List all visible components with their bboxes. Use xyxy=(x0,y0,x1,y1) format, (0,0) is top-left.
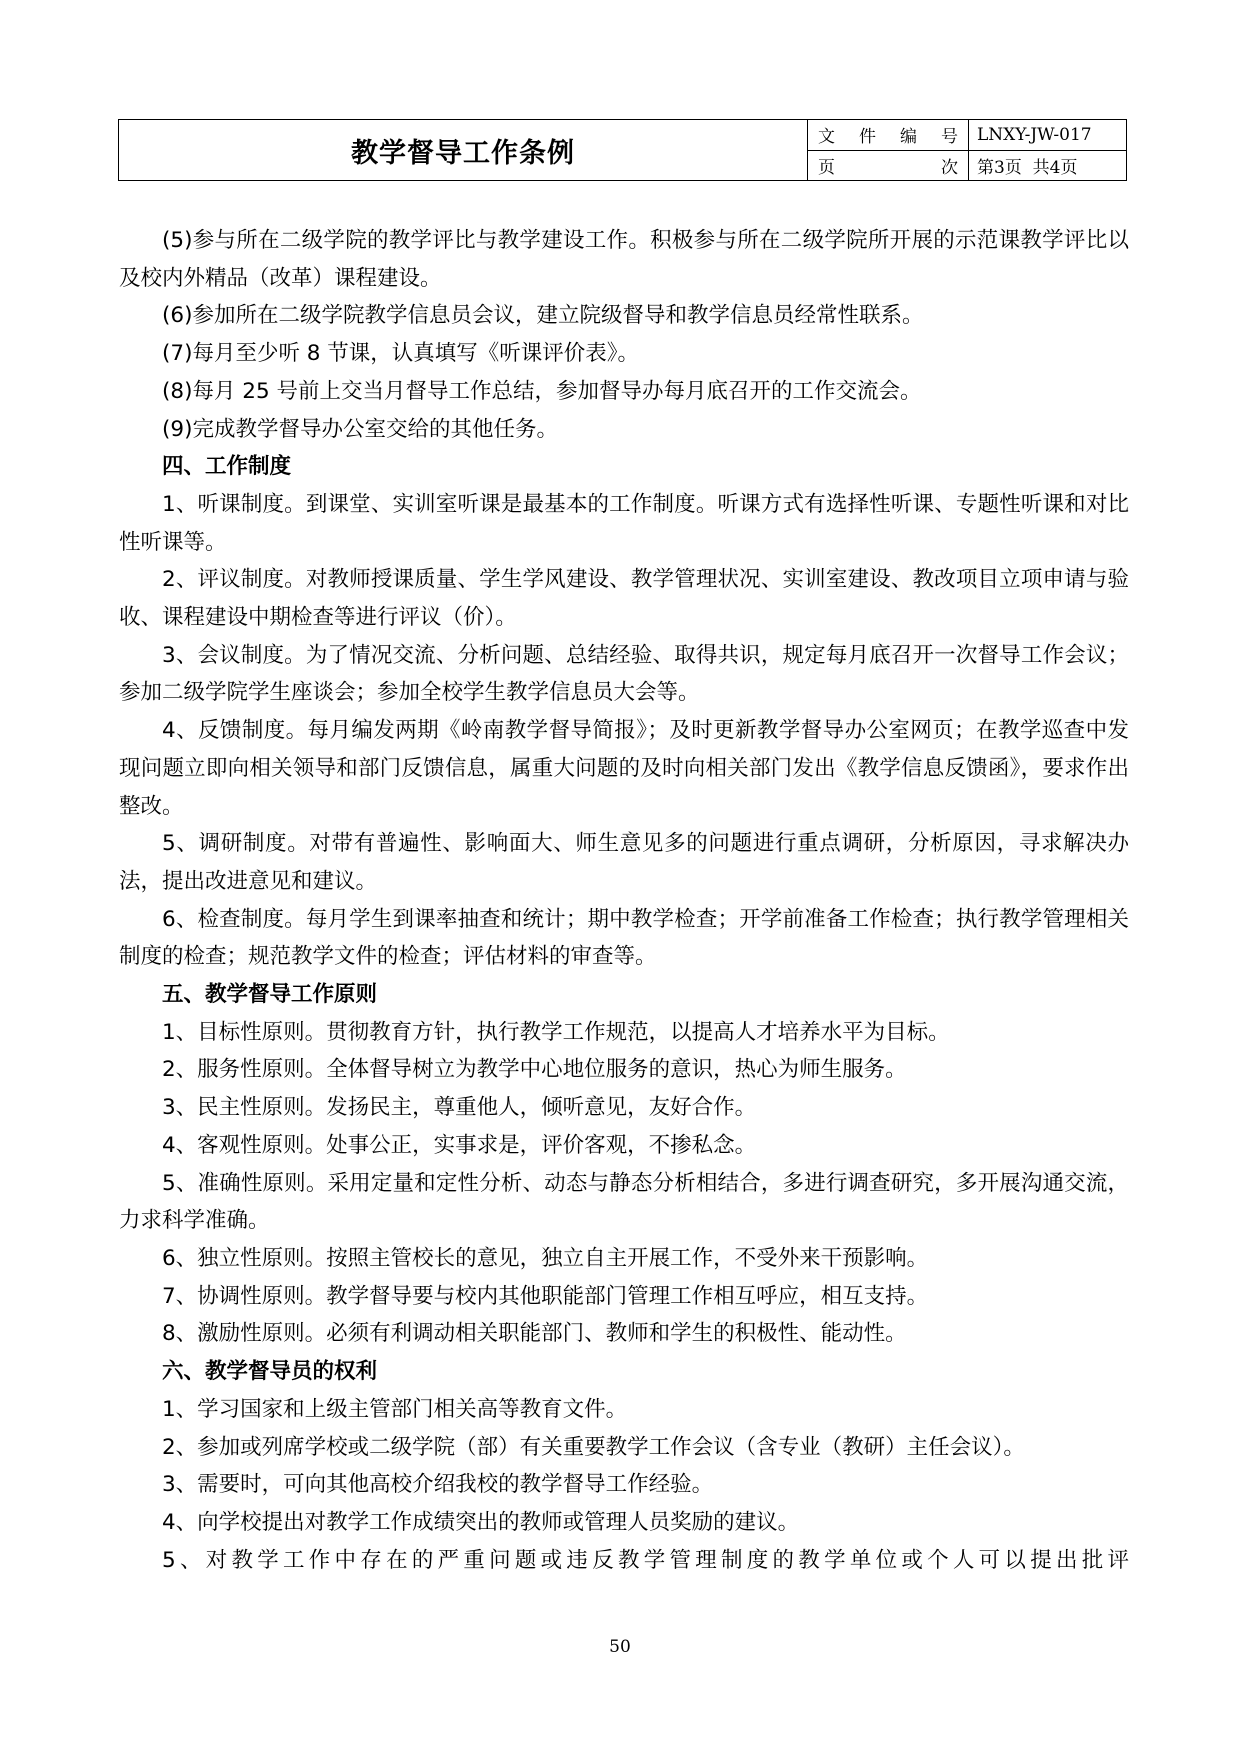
document-header xyxy=(118,119,1127,181)
paragraph: 5、对教学工作中存在的严重问题或违反教学管理制度的教学单位或个人可以提出批评 xyxy=(162,1547,1129,1573)
paragraph: 5、准确性原则。采用定量和定性分析、动态与静态分析相结合，多进行调查研究，多开展沟通交流，力求科学准确。 xyxy=(119,1170,1129,1234)
paragraph: 1、听课制度。到课堂、实训室听课是最基本的工作制度。听课方式有选择性听课、专题性听课和对比性听课等。 xyxy=(119,491,1129,555)
page-info-value: 第3页 共4页 xyxy=(969,150,1127,181)
paragraph: 3、会议制度。为了情况交流、分析问题、总结经验、取得共识，规定每月底召开一次督导工作会议；参加二级学院学生座谈会；参加全校学生教学信息员大会等。 xyxy=(119,642,1129,706)
paragraph: 8、激励性原则。必须有利调动相关职能部门、教师和学生的积极性、能动性。 xyxy=(162,1321,907,1347)
paragraph: 1、目标性原则。贯彻教育方针，执行教学工作规范，以提高人才培养水平为目标。 xyxy=(162,1019,950,1045)
section-heading: 五、教学督导工作原则 xyxy=(162,982,378,1008)
paragraph: 2、评议制度。对教师授课质量、学生学风建设、教学管理状况、实训室建设、教改项目立项申请与验收、课程建设中期检查等进行评议（价）。 xyxy=(119,567,1129,631)
paragraph: 6、独立性原则。按照主管校长的意见，独立自主开展工作，不受外来干预影响。 xyxy=(162,1245,929,1271)
paragraph: 3、民主性原则。发扬民主，尊重他人，倾听意见，友好合作。 xyxy=(162,1095,757,1121)
paragraph: 7、协调性原则。教学督导要与校内其他职能部门管理工作相互呼应，相互支持。 xyxy=(162,1283,929,1309)
paragraph: 2、参加或列席学校或二级学院（部）有关重要教学工作会议（含专业（教研）主任会议）。 xyxy=(162,1434,1025,1460)
paragraph: 6、检查制度。每月学生到课率抽查和统计；期中教学检查；开学前准备工作检查；执行教学管理相关制度的检查；规范教学文件的检查；评估材料的审查等。 xyxy=(119,906,1129,970)
paragraph: 2、服务性原则。全体督导树立为教学中心地位服务的意识，热心为师生服务。 xyxy=(162,1057,907,1083)
paragraph: 4、反馈制度。每月编发两期《岭南教学督导简报》；及时更新教学督导办公室网页；在教学巡查中发现问题立即向相关领导和部门反馈信息，属重大问题的及时向相关部门发出《教学信息反馈函》，要求作出整改。 xyxy=(119,718,1129,819)
doc-number-value: LNXY-JW-017 xyxy=(969,120,1127,151)
paragraph: (8)每月 25 号前上交当月督导工作总结，参加督导办每月底召开的工作交流会。 xyxy=(162,378,922,404)
document-title: 教学督导工作条例 xyxy=(119,120,808,181)
paragraph: 4、客观性原则。处事公正，实事求是，评价客观，不掺私念。 xyxy=(162,1132,757,1158)
paragraph: (6)参加所在二级学院教学信息员会议，建立院级督导和教学信息员经常性联系。 xyxy=(162,303,924,329)
doc-number-label: 文 件 编 号 xyxy=(808,120,969,151)
section-heading: 四、工作制度 xyxy=(162,454,292,480)
paragraph: 3、需要时，可向其他高校介绍我校的教学督导工作经验。 xyxy=(162,1472,714,1498)
paragraph: (5)参与所在二级学院的教学评比与教学建设工作。积极参与所在二级学院所开展的示范课教学评比以及校内外精品（改革）课程建设。 xyxy=(119,228,1129,291)
document-body xyxy=(119,222,1129,1579)
paragraph: 4、向学校提出对教学工作成绩突出的教师或管理人员奖励的建议。 xyxy=(162,1509,800,1535)
paragraph: (9)完成教学督导办公室交给的其他任务。 xyxy=(162,416,558,442)
paragraph: (7)每月至少听 8 节课，认真填写《听课评价表》。 xyxy=(162,341,640,367)
paragraph: 5、调研制度。对带有普遍性、影响面大、师生意见多的问题进行重点调研，分析原因，寻求解决办法，提出改进意见和建议。 xyxy=(119,831,1129,894)
page-number: 50 xyxy=(609,1637,631,1657)
paragraph: 1、学习国家和上级主管部门相关高等教育文件。 xyxy=(162,1396,628,1422)
section-heading: 六、教学督导员的权利 xyxy=(162,1359,378,1385)
page-label: 页 次 xyxy=(808,150,969,181)
